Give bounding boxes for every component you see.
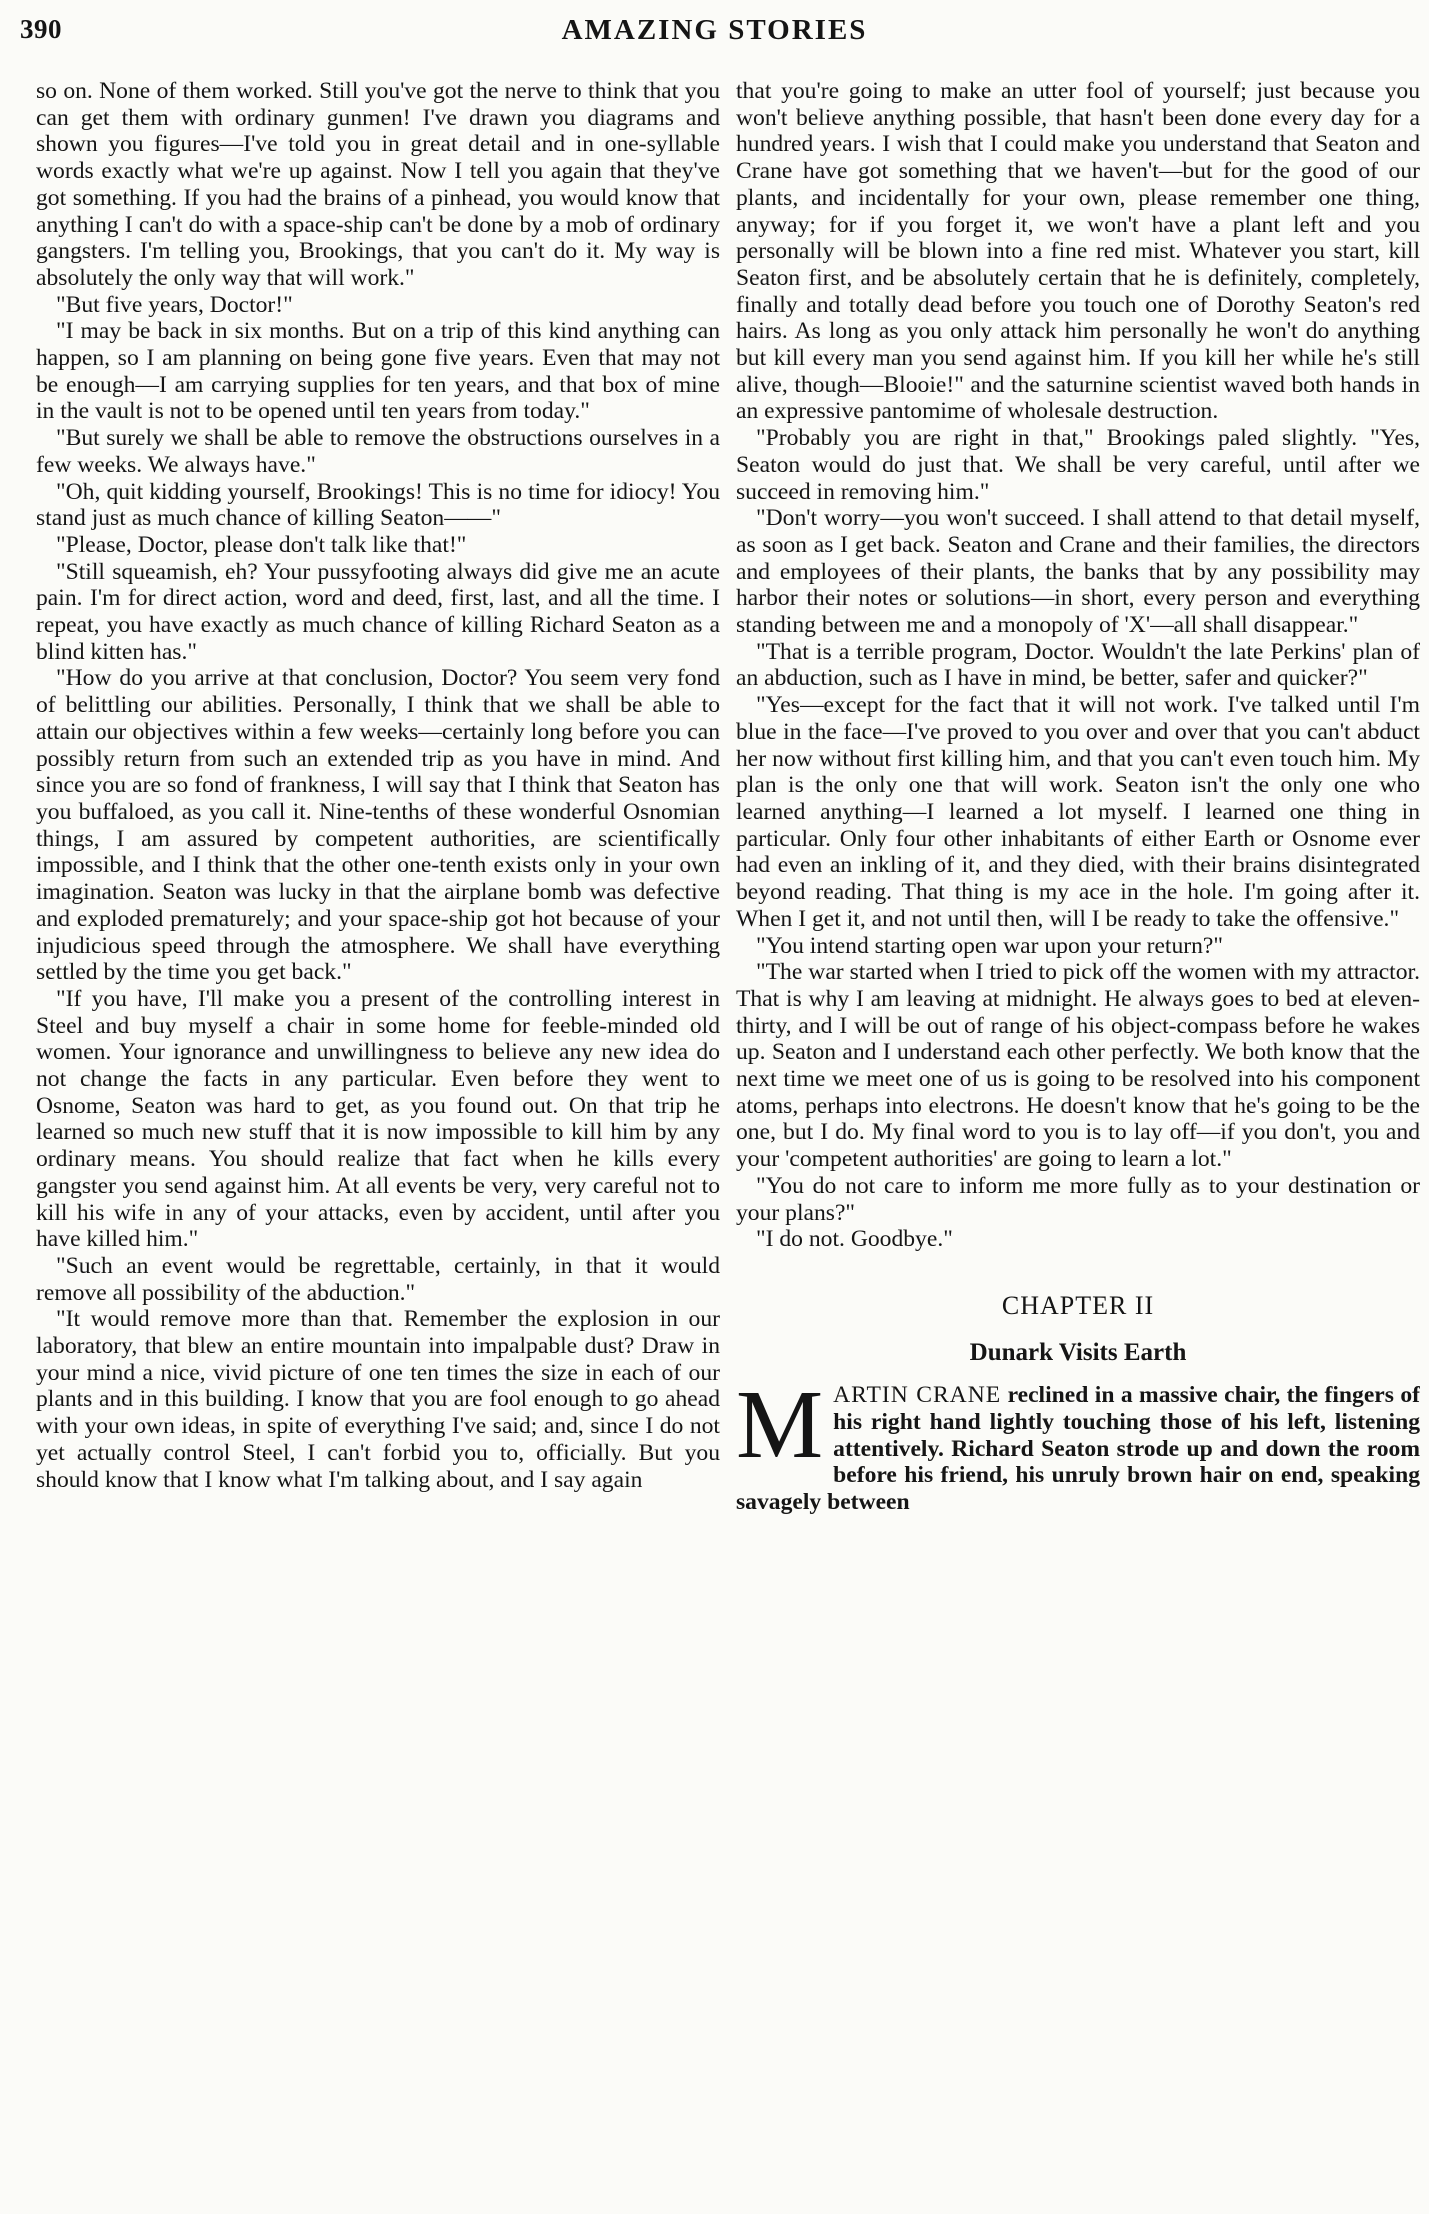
- paragraph: "You intend starting open war upon your return?": [756, 932, 1224, 959]
- paragraph: "Oh, quit kidding yourself, Brookings! This is no time for idiocy! You stand just as much chance of killing Seaton——": [36, 478, 720, 532]
- paragraph: "Still squeamish, eh? Your pussyfooting always did give me an acute pain. I'm for direct action, word and deed, first, last, and all the time. I repeat, you have exactly as much chance of killing Richard Seaton as a blind kitten has.": [36, 558, 720, 665]
- paragraph: "The war started when I tried to pick off the women with my attractor. That is why I am leaving at midnight. He always goes to bed at eleven-thirty, and I will be out of range of his object-compass before he wakes up. Seaton and I understand each other perfectly. We both know that the next time we meet one of us is going to be resolved into his component atoms, perhaps into electrons. He doesn't know that he's going to be the one, but I do. My final word to you is to lay off—if you don't, you and your 'competent authorities' are going to learn a lot.": [736, 959, 1420, 1173]
- paragraph: so on. None of them worked. Still you've got the nerve to think that you can get them with ordinary gunmen! I've drawn you diagrams and shown you figures—I've told you in great detail and in one-syllable words exactly what we're up against. Now I tell you again that they've got something. If you had the brains of a pinhead, you would know that anything I can't do with a space-ship can't be done by a mob of ordinary gangsters. I'm telling you, Brookings, that you can't do it. My way is absolutely the only way that will work.": [36, 78, 720, 291]
- running-head: AMAZING STORIES: [561, 14, 868, 46]
- paragraph: "That is a terrible program, Doctor. Wouldn't the late Perkins' plan of an abduction, such as I have in mind, be better, safer and quicker?": [736, 638, 1420, 692]
- page-header: [0, 14, 1429, 58]
- paragraph: "It would remove more than that. Remember the explosion in our laboratory, that blew an entire mountain into impalpable dust? Draw in your mind a nice, vivid picture of one ten times the size in each of our plants and in this building. I know that you are fool enough to go ahead with your own ideas, in spite of everything I've said; and, since I do not yet actually control Steel, I can't forbid you to, officially. But you should know that I know what I'm talking about, and I say again: [36, 1306, 720, 1493]
- paragraph: "I do not. Goodbye.": [756, 1226, 953, 1253]
- chapter-number: CHAPTER II: [1001, 1290, 1155, 1320]
- paragraph: "If you have, I'll make you a present of the controlling interest in Steel and buy myself a chair in some home for feeble-minded old women. Your ignorance and unwillingness to believe any new idea do not change the facts in any particular. Even before they went to Osnome, Seaton was hard to get, as you found out. On that trip he learned so much new stuff that it is now impossible to kill him by any ordinary means. You should realize that fact when he kills every gangster you send against him. At all events be very, very careful not to kill his wife in any of your attacks, even by accident, until after you have killed him.": [36, 985, 720, 1253]
- paragraph: "Yes—except for the fact that it will not work. I've talked until I'm blue in the face—I've proved to you over and over that you can't abduct her now without first killing him, and that you can't even touch him. My plan is the only one that will work. Seaton isn't the only one who learned anything—I learned a lot myself. I learned one thing in particular. Only four other inhabitants of either Earth or Osnome ever had even an inkling of it, and they died, with their brains disintegrated beyond reading. That thing is my ace in the hole. I'm going after it. When I get it, and not until then, will I be ready to take the offensive.": [736, 692, 1420, 932]
- left-column: [36, 78, 720, 2203]
- opening-smallcaps: ARTIN CRANE: [833, 1382, 1002, 1409]
- chapter-title: Dunark Visits Earth: [969, 1338, 1187, 1366]
- paragraph: that you're going to make an utter fool of yourself; just because you won't believe anything possible, that hasn't been done every day for a hundred years. I wish that I could make you understand that Seaton and Crane have got something that we haven't—but for the good of our plants, and incidentally for your own, please remember one thing, anyway; for if you forget it, we won't have a plant left and you personally will be blown into a fine red mist. Whatever you start, kill Seaton first, and be absolutely certain that he is definitely, completely, finally and totally dead before you touch one of Dorothy Seaton's red hairs. As long as you only attack him personally he won't do anything but kill every man you send against him. If you kill her while he's still alive, though—Blooie!" and the saturnine scientist waved both hands in an expressive pantomime of wholesale destruction.: [736, 78, 1420, 425]
- paragraph: "I may be back in six months. But on a trip of this kind anything can happen, so I am planning on being gone five years. Even that may not be enough—I am carrying supplies for ten years, and that box of mine in the vault is not to be opened until ten years from today.": [36, 318, 720, 425]
- paragraph: "Probably you are right in that," Brookings paled slightly. "Yes, Seaton would do just that. We shall be very careful, until after we succeed in removing him.": [736, 425, 1420, 505]
- right-column: [736, 78, 1420, 2203]
- drop-cap: M: [736, 1371, 824, 1480]
- paragraph: "Such an event would be regrettable, certainly, in that it would remove all possibility of the abduction.": [36, 1252, 720, 1306]
- page-number: 390: [20, 14, 62, 44]
- paragraph: "You do not care to inform me more fully as to your destination or your plans?": [736, 1172, 1420, 1226]
- paragraph: "Please, Doctor, please don't talk like that!": [56, 531, 467, 558]
- paragraph: "But five years, Doctor!": [56, 291, 293, 318]
- paragraph: "How do you arrive at that conclusion, Doctor? You seem very fond of belittling our abilities. Personally, I think that we shall be able to attain our objectives within a few weeks—certainly long before you can possibly return from such an extended trip as you have in mind. And since you are so fond of frankness, I will say that I think that Seaton has you buffaloed, as you call it. Nine-tenths of these wonderful Osnomian things, I am assured by competent authorities, are scientifically impossible, and I think that the other one-tenth exists only in your own imagination. Seaton was lucky in that the airplane bomb was defective and exploded prematurely; and your space-ship got hot because of your injudicious speed through the atmosphere. We shall have everything settled by the time you get back.": [36, 665, 720, 986]
- chapter-opening-paragraph: [736, 1371, 1420, 1516]
- paragraph: "But surely we shall be able to remove the obstructions ourselves in a few weeks. We always have.": [36, 425, 720, 478]
- paragraph: "Don't worry—you won't succeed. I shall attend to that detail myself, as soon as I get back. Seaton and Crane and their families, the directors and employees of their plants, the banks that by any possibility may harbor their notes or solutions—in short, every person and everything standing between me and a monopoly of 'X'—all shall disappear.": [736, 505, 1420, 639]
- opening-text: reclined in a massive chair, the fingers of his right hand lightly touching those of his left, listening attentively. Richard Seaton strode up and down the room before his friend, his unruly brown hair on end, speaking savagely between: [736, 1382, 1420, 1516]
